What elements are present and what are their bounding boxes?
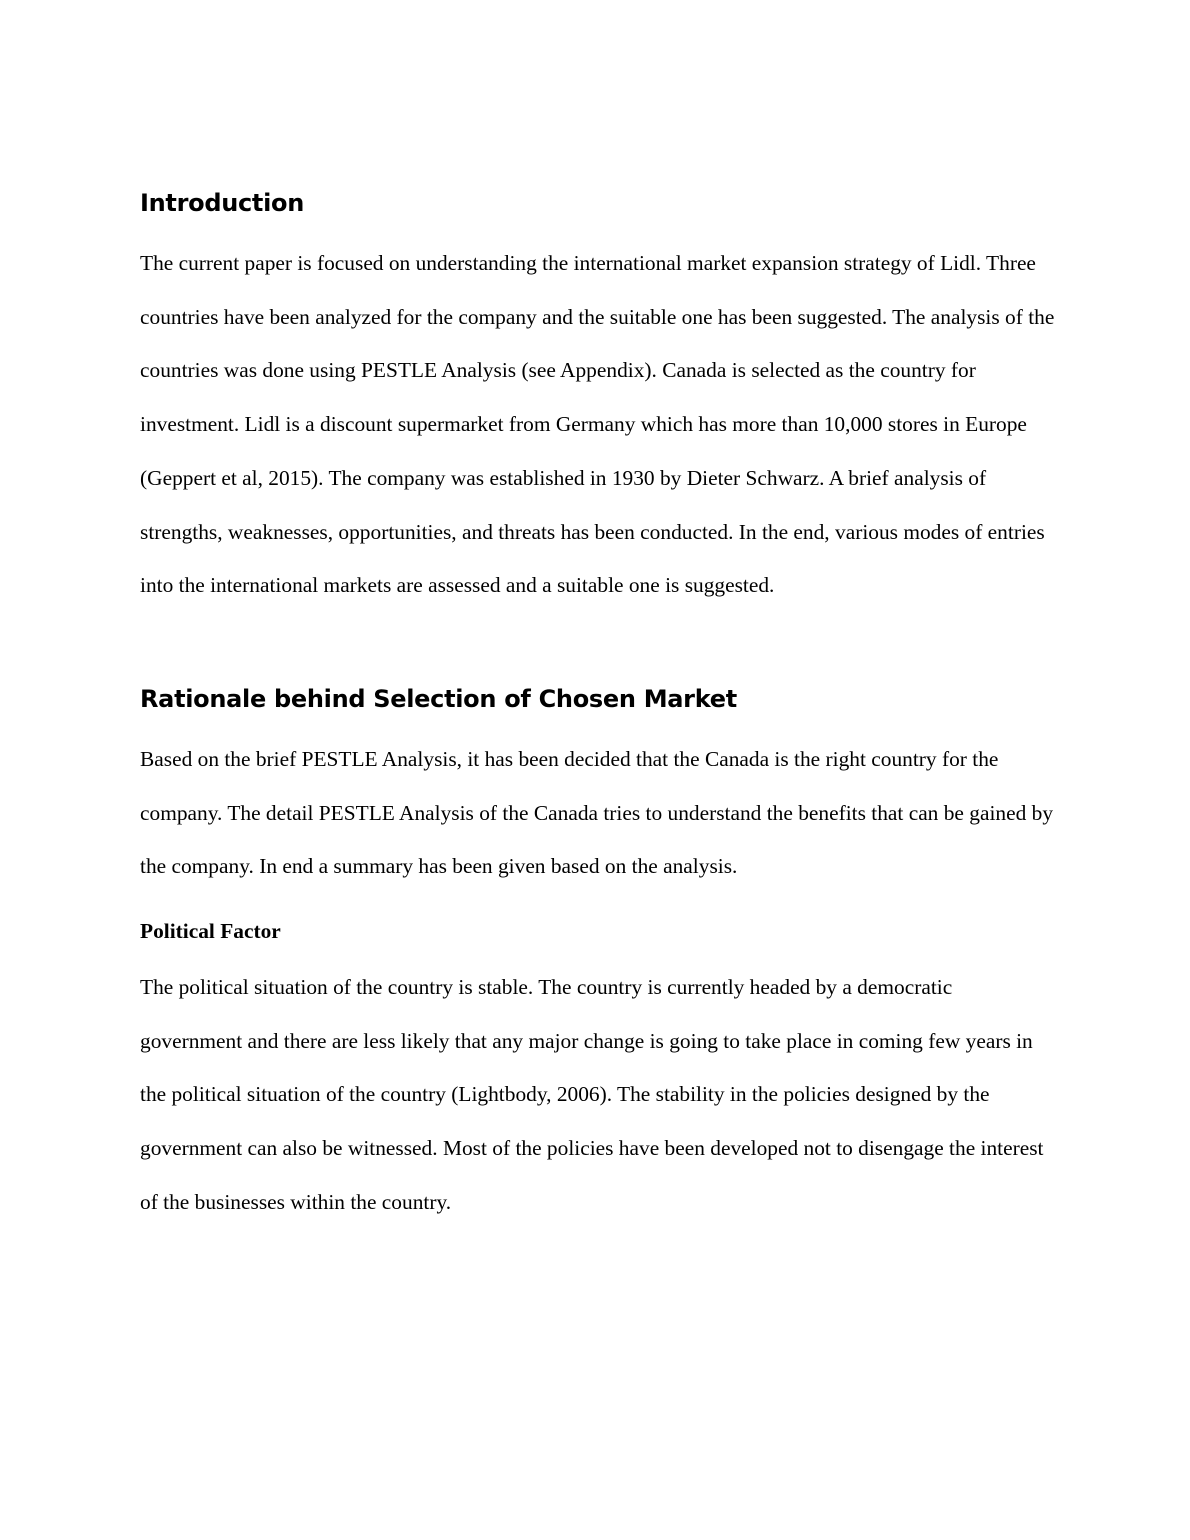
political-factor-paragraph: The political situation of the country is stable. The country is currently headed by a democratic government and there are less likely that any major change is going to take place in coming few years in the political situation of the country (Lightbody, 2006). The stability in the policies designed by the government can also be witnessed. Most of the policies have been developed not to disengage the interest of the businesses within the country.	[140, 975, 1044, 1214]
rationale-paragraph: Based on the brief PESTLE Analysis, it has been decided that the Canada is the right country for the company. The detail PESTLE Analysis of the Canada tries to understand the benefits that can be gained by the company. In end a summary has been given based on the analysis.	[140, 746, 1054, 879]
document-body	[140, 183, 1055, 1230]
introduction-heading: Introduction	[140, 189, 304, 217]
introduction-paragraph: The current paper is focused on understanding the international market expansion strategy of Lidl. Three countries have been analyzed for the company and the suitable one has been suggested. The analysis of the countries was done using PESTLE Analysis (see Appendix). Canada is selected as the country for investment. Lidl is a discount supermarket from Germany which has more than 10,000 stores in Europe (Geppert et al, 2015). The company was established in 1930 by Dieter Schwarz. A brief analysis of strengths, weaknesses, opportunities, and threats has been conducted. In the end, various modes of entries into the international markets are assessed and a suitable one is suggested.	[140, 251, 1055, 598]
rationale-heading: Rationale behind Selection of Chosen Market	[140, 684, 737, 713]
political-factor-heading: Political Factor	[140, 919, 281, 944]
